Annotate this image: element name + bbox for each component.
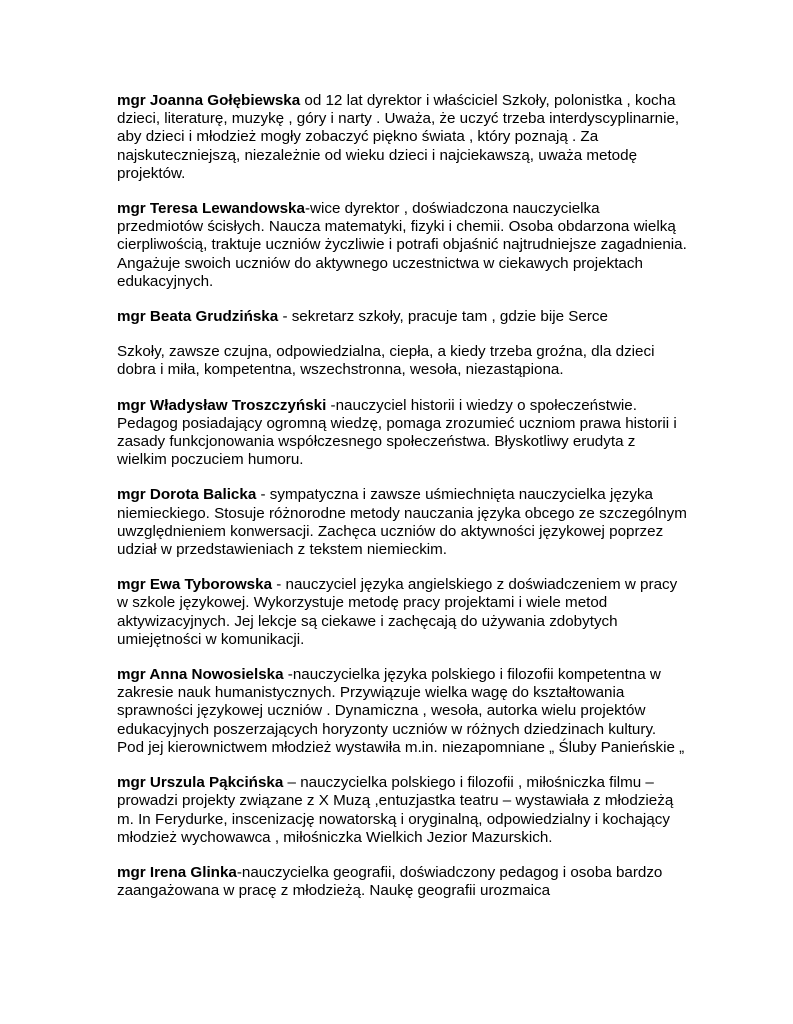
teacher-description: od 12 lat dyrektor i właściciel Szkoły, polonistka , kocha dzieci, literaturę, muzykę , góry i narty . Uważa, że uczyć trzeba interdyscyplinarnie, aby dzieci i młodzież mogły zobaczyć piękno świata , który poznają . Za najskuteczniejszą, niezależnie od wieku dzieci i najciekawszą, uważa metodę projektów.	[117, 92, 680, 182]
teacher-description: -nauczycielka języka polskiego i filozofii kompetentna w zakresie nauk humanistycznych. Przywiązuje wielka wagę do kształtowania sprawności językowej uczniów . Dynamiczna , wesoła, autorka wielu projektów edukacyjnych poszerzających horyzonty uczniów w różnych dziedzinach kultury. Pod jej kierownictwem młodzież wystawiła m.in. niezapomniane „ Śluby Panieńskie „	[117, 666, 685, 756]
teacher-description: Szkoły, zawsze czujna, odpowiedzialna, ciepła, a kiedy trzeba groźna, dla dzieci dobra i miła, kompetentna, wszechstronna, wesoła, niezastąpiona.	[117, 343, 655, 379]
paragraph-nowosielska	[117, 666, 687, 757]
teacher-description: - sympatyczna i zawsze uśmiechnięta nauczycielka języka niemieckiego. Stosuje różnorodne metody nauczania języka obcego ze szczególnym uwzględnieniem konwersacji. Zachęca uczniów do aktywności językowej poprzez udział w przedstawieniach z tekstem niemieckim.	[117, 486, 687, 559]
teacher-description: -nauczyciel historii i wiedzy o społeczeństwie. Pedagog posiadający ogromną wiedzę, pomaga zrozumieć uczniom prawa historii i zasady funkcjonowania współczesnego społeczeństwa. Błyskotliwy erudyta z wielkim poczuciem humoru.	[117, 396, 677, 469]
paragraph-tyborowska	[117, 576, 687, 649]
paragraph-glinka	[117, 864, 687, 900]
paragraph-lewandowska	[117, 200, 687, 291]
paragraph-grudzinska-continued	[117, 343, 687, 379]
teacher-description: – nauczycielka polskiego i filozofii , miłośniczka filmu –prowadzi projekty związane z X Muzą ,entuzjastka teatru – wystawiała z młodzieżą m. In Ferydurke, inscenizację nowatorską i oryginalną, odpowiedzialny i kochający młodzież wychowawca , miłośniczka Wielkich Jezior Mazurskich.	[117, 774, 674, 846]
teacher-name: mgr Ewa Tyborowska	[117, 576, 273, 594]
paragraph-grudzinska	[117, 308, 687, 326]
paragraph-troszczynski	[117, 397, 687, 470]
teacher-name: mgr Irena Glinka	[117, 863, 237, 881]
teacher-name: mgr Dorota Balicka	[117, 486, 257, 504]
teacher-description: - nauczyciel języka angielskiego z doświadczeniem w pracy w szkole językowej. Wykorzystuje metodę pracy projektami i wiele metod aktywizacyjnych. Jej lekcje są ciekawe i zachęcają do używania zdobytych umiejętności w komunikacji.	[117, 576, 678, 648]
paragraph-pakcinska	[117, 774, 687, 847]
teacher-name: mgr Beata Grudzińska	[117, 308, 279, 326]
teacher-name: mgr Władysław Troszczyński	[117, 396, 327, 414]
teacher-name: mgr Joanna Gołębiewska	[117, 92, 301, 109]
teacher-name: mgr Urszula Pąkcińska	[117, 774, 284, 792]
teacher-description: -wice dyrektor , doświadczona nauczycielka przedmiotów ścisłych. Naucza matematyki, fizyki i chemii. Osoba obdarzona wielką cierpliwością, traktuje uczniów życzliwie i potrafi objaśnić najtrudniejsze zagadnienia. Angażuje swoich uczniów do aktywnego uczestnictwa w ciekawych projektach edukacyjnych.	[117, 200, 687, 290]
paragraph-balicka	[117, 486, 687, 559]
teacher-name: mgr Teresa Lewandowska	[117, 200, 305, 218]
document-body	[117, 92, 687, 917]
teacher-name: mgr Anna Nowosielska	[117, 666, 284, 684]
teacher-description: -nauczycielka geografii, doświadczony pedagog i osoba bardzo zaangażowana w pracę z młodzieżą. Naukę geografii urozmaica	[117, 863, 663, 900]
paragraph-golebiewska	[117, 92, 687, 183]
teacher-description: - sekretarz szkoły, pracuje tam , gdzie bije Serce	[278, 308, 608, 326]
